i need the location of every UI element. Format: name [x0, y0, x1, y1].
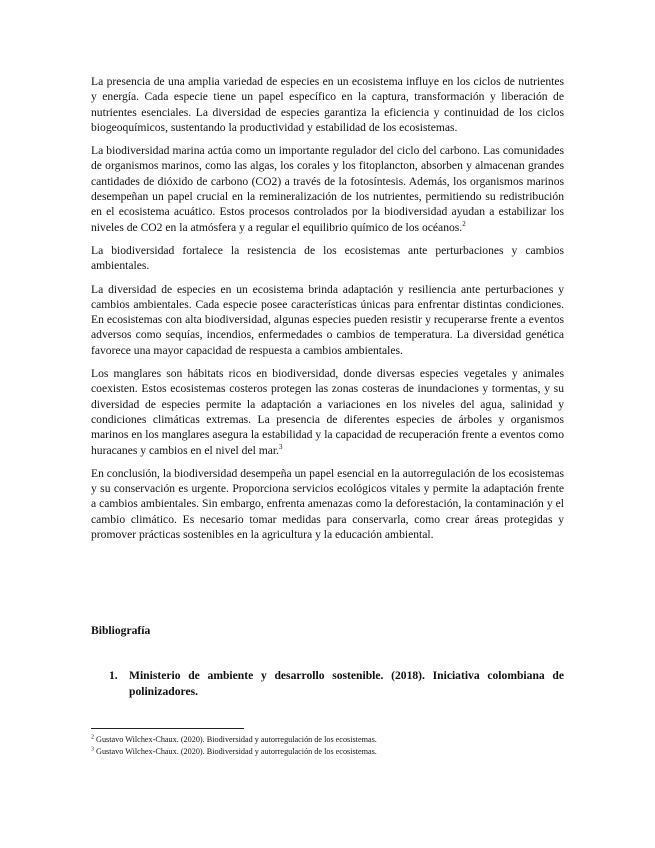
paragraph-text: En conclusión, la biodiversidad desempeña un papel esencial en la autorregulación de los ecosistemas y su conservación es urgente. Proporciona servicios ecológicos vitales y permite la adaptación frente a cambios ambientales. Sin embargo, enfrenta amenazas como la deforestación, la contaminación y el cambio climático. Es necesario tomar medidas para conservarla, como crear áreas protegidas y promover prácticas sostenibles en la agricultura y la educación ambiental.: [91, 466, 564, 542]
paragraph-conclusion: [91, 466, 564, 542]
footnote-number: 3: [91, 746, 94, 753]
paragraph-nutrient-cycles: [91, 74, 564, 135]
paragraph-marine-carbon: [91, 143, 564, 235]
body-text: [91, 74, 564, 550]
footnotes: [91, 734, 564, 758]
footnote-number: 2: [91, 734, 94, 741]
paragraph-resilience: [91, 282, 564, 358]
paragraph-text: La biodiversidad fortalece la resistencia de los ecosistemas ante perturbaciones y cambios ambientales.: [91, 243, 564, 273]
footnote-separator: [91, 728, 244, 729]
footnote-reference[interactable]: 3: [279, 442, 283, 451]
paragraph-mangroves: [91, 366, 564, 458]
footnote-text: Gustavo Wilchex-Chaux. (2020). Biodiversidad y autorregulación de los ecosistemas.: [96, 735, 377, 744]
bibliography-item: [109, 668, 564, 700]
bibliography-item-number: 1.: [109, 669, 118, 682]
footnote-item: [91, 734, 564, 746]
paragraph-text: La diversidad de especies en un ecosistema brinda adaptación y resiliencia ante perturbaciones y cambios ambientales. Cada especie posee características únicas para enfrentar distintas condiciones. En ecosistemas con alta biodiversidad, algunas especies pueden resistir y recuperarse frente a eventos adversos como sequías, incendios, enfermedades o cambios de temperatura. La diversidad genética favorece una mayor capacidad de respuesta a cambios ambientales.: [91, 282, 564, 357]
paragraph-text: La presencia de una amplia variedad de especies en un ecosistema influye en los ciclos de nutrientes y energía. Cada especie tiene un papel específico en la captura, transformación y liberación de nutrientes esenciales. La diversidad de especies garantiza la eficiencia y continuidad de los ciclos biogeoquímicos, sustentando la productividad y estabilidad de los ecosistemas.: [91, 75, 564, 134]
paragraph-text: Los manglares son hábitats ricos en biodiversidad, donde diversas especies vegetales y animales coexisten. Estos ecosistemas costeros protegen las zonas costeras de inundaciones y tormentas, y su diversidad de especies permite la adaptación a variaciones en los niveles del agua, salinidad y condiciones climáticas extremas. La presencia de diferentes especies de árboles y organismos marinos en los manglares asegura la estabilidad y la capacidad de recuperación frente a eventos como huracanes y cambios en el nivel del mar.: [91, 367, 564, 457]
footnote-reference[interactable]: 2: [462, 219, 466, 228]
footnote-text: Gustavo Wilchex-Chaux. (2020). Biodiversidad y autorregulación de los ecosistemas.: [96, 747, 377, 756]
bibliography-item-text: Ministerio de ambiente y desarrollo sostenible. (2018). Iniciativa colombiana de polinizadores.: [129, 669, 564, 698]
bibliography-heading: Bibliografía: [91, 624, 151, 637]
paragraph-resistance: [91, 243, 564, 274]
bibliography-list: [109, 668, 564, 700]
paragraph-text: La biodiversidad marina actúa como un importante regulador del ciclo del carbono. Las comunidades de organismos marinos, como las algas, los corales y los fitoplancton, absorben y almacenan grandes cantidades de dióxido de carbono (CO2) a través de la fotosíntesis. Además, los organismos marinos desempeñan un papel crucial en la remineralización de los nutrientes, permitiendo su redistribución en el ecosistema acuático. Estos procesos controlados por la biodiversidad ayudan a estabilizar los niveles de CO2 en la atmósfera y a regular el equilibrio químico de los océanos.: [91, 144, 564, 234]
footnote-item: [91, 746, 564, 758]
